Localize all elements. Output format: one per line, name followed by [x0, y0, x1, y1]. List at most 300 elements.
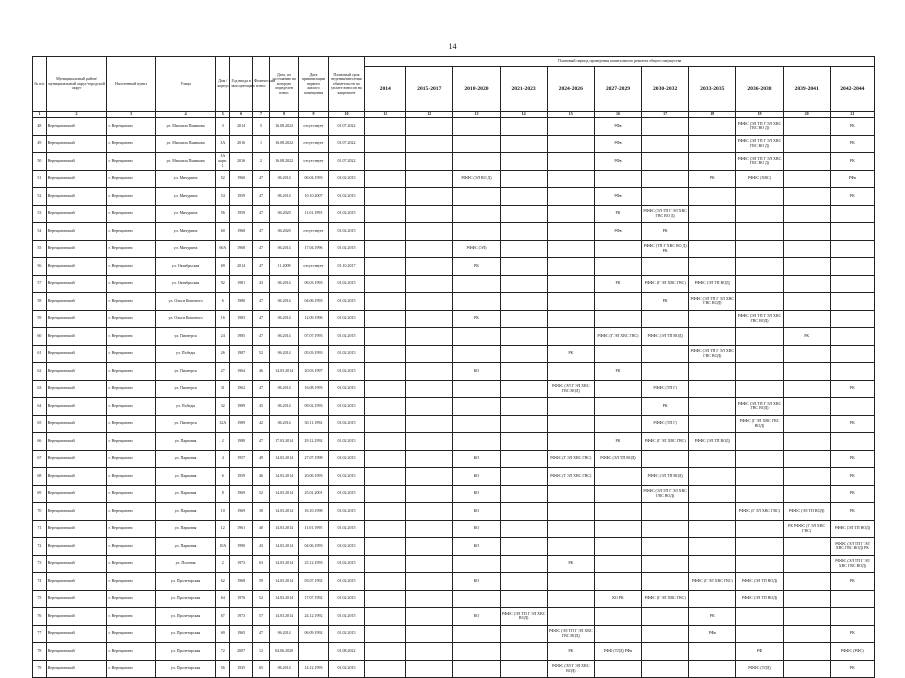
period-cell — [453, 398, 500, 416]
period-cell — [783, 205, 830, 223]
period-cell — [642, 363, 689, 381]
period-cell: РФФС (ЭЛ ТП Г ЭЛ ХВС ГВС ВОД) — [689, 345, 736, 363]
settlement-cell: г. Верещагино — [107, 275, 155, 293]
row-number: 71 — [33, 520, 47, 538]
period-cell — [406, 590, 453, 608]
street-cell: ул. Парковая — [155, 433, 216, 451]
period-cell — [406, 660, 453, 678]
inclusion-date-cell: 14.03.2014 — [269, 608, 298, 626]
period-cell — [365, 625, 406, 643]
period-cell — [365, 555, 406, 573]
column-number: 12 — [406, 112, 453, 118]
year-built-cell: 1959 — [230, 468, 253, 486]
municipality-cell: Верещагинский — [46, 503, 107, 521]
municipality-cell: Верещагинский — [46, 573, 107, 591]
period-cell — [547, 118, 594, 136]
period-cell — [547, 188, 594, 206]
year-built-cell: 1960 — [230, 170, 253, 188]
inclusion-date-cell: 17.03.2014 — [269, 433, 298, 451]
inclusion-date-cell: 14.03.2014 — [269, 590, 298, 608]
period-cell — [736, 433, 783, 451]
period-cell: КО — [453, 573, 500, 591]
period-cell — [594, 345, 641, 363]
inclusion-date-cell: 16.08.2022 — [269, 135, 298, 153]
municipality-cell: Верещагинский — [46, 135, 107, 153]
municipality-cell: Верещагинский — [46, 468, 107, 486]
period-cell: КО — [453, 608, 500, 626]
period-cell — [689, 328, 736, 346]
period-cell — [783, 643, 830, 661]
privatization-date-cell: 17.04.1996 — [299, 240, 328, 258]
street-cell: ул. Победы — [155, 345, 216, 363]
municipality-cell: Верещагинский — [46, 380, 107, 398]
period-cell — [365, 240, 406, 258]
planned-term-cell: 01.02.2015 — [328, 380, 365, 398]
year-built-cell: 2014 — [230, 258, 253, 276]
settlement-cell: г. Верещагино — [107, 590, 155, 608]
row-number: 75 — [33, 590, 47, 608]
period-cell — [547, 433, 594, 451]
row-number: 70 — [33, 503, 47, 521]
period-cell — [736, 223, 783, 241]
wear-cell: 47 — [253, 170, 270, 188]
period-cell: РФФС (ЭЛ ТП Г ЭЛ ХВС ГВС ВО Д) — [736, 118, 783, 136]
house-cell: 10 — [216, 503, 230, 521]
header-num: № п/п — [33, 57, 47, 112]
settlement-cell: г. Верещагино — [107, 555, 155, 573]
planned-term-cell: 01.02.2015 — [328, 555, 365, 573]
municipality-cell: Верещагинский — [46, 555, 107, 573]
header-period: 2036-2038 — [736, 67, 783, 112]
inclusion-date-cell: 06.2014 — [269, 398, 298, 416]
period-cell: РФв — [594, 223, 641, 241]
period-cell — [736, 328, 783, 346]
period-cell: РК — [783, 328, 830, 346]
column-number: 15 — [547, 112, 594, 118]
settlement-cell: г. Верещагино — [107, 135, 155, 153]
period-cell — [453, 188, 500, 206]
period-cell — [365, 450, 406, 468]
period-cell: РК — [453, 258, 500, 276]
period-cell — [500, 205, 547, 223]
table-row — [33, 520, 875, 538]
inclusion-date-cell: 06.2014 — [269, 380, 298, 398]
column-number: 1 — [33, 112, 47, 118]
period-cell — [406, 135, 453, 153]
period-cell — [453, 345, 500, 363]
period-cell — [689, 205, 736, 223]
period-cell: РФв — [594, 188, 641, 206]
period-cell — [830, 310, 874, 328]
year-built-cell: 1989 — [230, 398, 253, 416]
column-number: 17 — [642, 112, 689, 118]
period-cell — [500, 555, 547, 573]
period-cell — [689, 118, 736, 136]
period-cell: РФФС (ЭЛ ТП ВОД) — [689, 275, 736, 293]
period-cell — [830, 205, 874, 223]
period-cell — [500, 415, 547, 433]
year-built-cell: 1959 — [230, 205, 253, 223]
period-cell — [406, 188, 453, 206]
period-cell — [736, 380, 783, 398]
period-cell — [547, 135, 594, 153]
period-cell — [783, 573, 830, 591]
privatization-date-cell: 11.01.1995 — [299, 520, 328, 538]
header-period: 2033-2035 — [689, 67, 736, 112]
row-number: 64 — [33, 398, 47, 416]
year-built-cell: 1969 — [230, 485, 253, 503]
inclusion-date-cell: 16.08.2022 — [269, 153, 298, 171]
column-number: 21 — [830, 112, 874, 118]
street-cell: ул. Октябрьская — [155, 275, 216, 293]
period-cell: РФв — [594, 153, 641, 171]
period-cell — [547, 590, 594, 608]
inclusion-date-cell: 06.2014 — [269, 293, 298, 311]
table-row — [33, 135, 875, 153]
planned-term-cell: 01.02.2015 — [328, 188, 365, 206]
period-cell — [642, 170, 689, 188]
table-row — [33, 450, 875, 468]
period-cell — [365, 310, 406, 328]
table-row — [33, 608, 875, 626]
settlement-cell: г. Верещагино — [107, 205, 155, 223]
period-cell — [365, 275, 406, 293]
period-cell — [783, 660, 830, 678]
settlement-cell: г. Верещагино — [107, 538, 155, 556]
wear-cell: 12 — [253, 643, 270, 661]
period-cell: РФФС (РФС) — [830, 643, 874, 661]
period-cell — [500, 153, 547, 171]
period-cell: РК — [830, 415, 874, 433]
period-cell — [406, 363, 453, 381]
period-cell — [689, 398, 736, 416]
street-cell: ул. Михаила Пьянкова — [155, 153, 216, 171]
planned-term-cell: 01.02.2015 — [328, 573, 365, 591]
period-cell — [783, 310, 830, 328]
period-cell: РФФС (ЭЛ ТП ВОД) — [642, 328, 689, 346]
period-cell — [594, 660, 641, 678]
municipality-cell: Верещагинский — [46, 433, 107, 451]
period-cell — [642, 118, 689, 136]
period-cell — [783, 398, 830, 416]
wear-cell: 42 — [253, 415, 270, 433]
period-cell — [783, 240, 830, 258]
table-row — [33, 345, 875, 363]
table-row — [33, 433, 875, 451]
municipality-cell: Верещагинский — [46, 608, 107, 626]
period-cell — [365, 205, 406, 223]
period-cell — [365, 223, 406, 241]
period-cell — [500, 573, 547, 591]
row-number: 62 — [33, 363, 47, 381]
privatization-date-cell: 27.07.1998 — [299, 450, 328, 468]
period-cell: РК — [830, 153, 874, 171]
table-row — [33, 258, 875, 276]
period-cell: КО — [453, 520, 500, 538]
row-number: 48 — [33, 118, 47, 136]
planned-term-cell: 01.02.2015 — [328, 450, 365, 468]
period-cell — [500, 433, 547, 451]
street-cell: ул. Парковая — [155, 485, 216, 503]
house-cell: 56 — [216, 660, 230, 678]
planned-term-cell: 01.07.2022 — [328, 118, 365, 136]
settlement-cell: г. Верещагино — [107, 170, 155, 188]
period-cell — [500, 258, 547, 276]
period-cell — [783, 118, 830, 136]
column-number: 2 — [46, 112, 107, 118]
period-cell: РФФС (Г ЭЛ ХВС ГВС) — [642, 275, 689, 293]
period-cell: РК — [689, 608, 736, 626]
inclusion-date-cell: 06.2014 — [269, 310, 298, 328]
street-cell: ул. Михаила Пьянкова — [155, 118, 216, 136]
street-cell: ул. Парковая — [155, 450, 216, 468]
inclusion-date-cell: 06.2014 — [269, 625, 298, 643]
settlement-cell: г. Верещагино — [107, 450, 155, 468]
planned-term-cell: 01.02.2015 — [328, 398, 365, 416]
header-settlement: Населенный пункт — [107, 57, 155, 112]
period-cell: РК — [594, 363, 641, 381]
row-number: 72 — [33, 538, 47, 556]
street-cell: ул. Октябрьская — [155, 258, 216, 276]
column-number: 8 — [269, 112, 298, 118]
period-cell — [830, 258, 874, 276]
period-cell — [547, 293, 594, 311]
street-cell: ул. Ольги Кошевого — [155, 310, 216, 328]
period-cell — [365, 503, 406, 521]
year-built-cell: 1976 — [230, 590, 253, 608]
period-cell — [406, 485, 453, 503]
privatization-date-cell: 29.12.1992 — [299, 433, 328, 451]
settlement-cell: г. Верещагино — [107, 625, 155, 643]
period-cell: РФФС (Г ЭЛ ХВС ГВС) — [736, 503, 783, 521]
header-period: 2014 — [365, 67, 406, 112]
page-number: 14 — [448, 42, 457, 51]
period-cell — [689, 240, 736, 258]
period-cell: РФФС (Г ЭЛ ХВС ГВС) — [642, 433, 689, 451]
period-cell — [830, 345, 874, 363]
column-number: 10 — [328, 112, 365, 118]
wear-cell: 5 — [253, 118, 270, 136]
period-cell — [736, 485, 783, 503]
settlement-cell: г. Верещагино — [107, 310, 155, 328]
period-cell: РК — [689, 170, 736, 188]
house-cell: 92 — [216, 275, 230, 293]
municipality-cell: Верещагинский — [46, 153, 107, 171]
period-cell: РФФС (ЭЛ ТП Г ЭЛ ХВС ГВС ВОД) — [689, 293, 736, 311]
table-row — [33, 625, 875, 643]
period-cell — [365, 380, 406, 398]
privatization-date-cell: 06.04.1993 — [299, 170, 328, 188]
header-year-built: Год ввода в эксплуатацию — [230, 57, 253, 112]
period-cell — [642, 538, 689, 556]
table-row — [33, 293, 875, 311]
period-cell — [500, 503, 547, 521]
period-cell: РФФС (ЭЛ ТП ВОД) — [689, 433, 736, 451]
wear-cell: 49 — [253, 450, 270, 468]
period-cell — [594, 485, 641, 503]
privatization-date-cell: 07.07.1993 — [299, 328, 328, 346]
table-row — [33, 223, 875, 241]
header-period: 2030-2032 — [642, 67, 689, 112]
period-cell — [689, 590, 736, 608]
period-cell — [547, 258, 594, 276]
privatization-date-cell: 04.06.1993 — [299, 293, 328, 311]
period-cell: КО — [453, 538, 500, 556]
period-cell: КО — [453, 450, 500, 468]
period-cell — [642, 135, 689, 153]
period-cell — [783, 625, 830, 643]
period-cell — [406, 450, 453, 468]
period-cell — [642, 608, 689, 626]
wear-cell: 47 — [253, 328, 270, 346]
column-number: 19 — [736, 112, 783, 118]
header-house: Дом / корпус — [216, 57, 230, 112]
period-cell: РФФС (ЭЛ ТП Г ЭЛ ХВС ВОД) — [500, 608, 547, 626]
period-cell — [500, 485, 547, 503]
period-cell — [500, 398, 547, 416]
house-cell: 27 — [216, 363, 230, 381]
column-number: 6 — [230, 112, 253, 118]
period-cell — [783, 450, 830, 468]
period-cell: РФФС (ТП Г) — [642, 380, 689, 398]
house-cell: 60 — [216, 223, 230, 241]
period-cell — [453, 555, 500, 573]
wear-cell: 47 — [253, 240, 270, 258]
period-cell: РФФС (Г ЭЛ ХВС ГВС) — [689, 573, 736, 591]
street-cell: ул. Мичурина — [155, 223, 216, 241]
header-period: 2027-2029 — [594, 67, 641, 112]
settlement-cell: г. Верещагино — [107, 503, 155, 521]
period-cell — [594, 468, 641, 486]
period-cell — [500, 468, 547, 486]
period-cell — [736, 520, 783, 538]
header-inclusion-date: Дата, по состоянию на которую определен износ — [269, 57, 298, 112]
house-cell: 6 — [216, 468, 230, 486]
period-cell: РФв — [830, 170, 874, 188]
municipality-cell: Верещагинский — [46, 643, 107, 661]
period-cell — [500, 380, 547, 398]
period-cell — [642, 258, 689, 276]
period-cell — [594, 170, 641, 188]
inclusion-date-cell: 14.03.2014 — [269, 363, 298, 381]
wear-cell: 47 — [253, 625, 270, 643]
year-built-cell: 1981 — [230, 275, 253, 293]
privatization-date-cell — [299, 643, 328, 661]
period-cell — [689, 555, 736, 573]
house-cell: 3А корп. 1 — [216, 153, 230, 171]
planned-term-cell: 01.02.2015 — [328, 363, 365, 381]
row-number: 67 — [33, 450, 47, 468]
house-cell: 12 — [216, 520, 230, 538]
street-cell: ул. Мичурина — [155, 240, 216, 258]
year-built-cell: 1935 — [230, 660, 253, 678]
period-cell — [594, 625, 641, 643]
table-row — [33, 380, 875, 398]
planned-term-cell: 01.02.2015 — [328, 590, 365, 608]
period-cell — [453, 223, 500, 241]
row-number: 65 — [33, 415, 47, 433]
wear-cell: 47 — [253, 258, 270, 276]
period-cell — [453, 380, 500, 398]
privatization-date-cell: 20.03.1997 — [299, 363, 328, 381]
table-row — [33, 205, 875, 223]
period-cell — [453, 625, 500, 643]
municipality-cell: Верещагинский — [46, 485, 107, 503]
planned-term-cell: 01.02.2015 — [328, 345, 365, 363]
privatization-date-cell: 16.10.1998 — [299, 503, 328, 521]
header-planned-term: Плановый срок ведения/внесения обязательств по уплате взносов на капремонт — [328, 57, 365, 112]
period-cell: КО — [453, 485, 500, 503]
wear-cell: 46 — [253, 468, 270, 486]
period-cell — [783, 345, 830, 363]
street-cell: ул. Пролетарская — [155, 643, 216, 661]
wear-cell: 45 — [253, 398, 270, 416]
period-cell — [594, 380, 641, 398]
table-row — [33, 363, 875, 381]
house-cell: 56 — [216, 205, 230, 223]
table-row — [33, 538, 875, 556]
period-cell — [642, 503, 689, 521]
period-cell — [453, 293, 500, 311]
column-number: 9 — [299, 112, 328, 118]
period-cell — [500, 625, 547, 643]
privatization-date-cell: отсутствует — [299, 118, 328, 136]
period-cell — [783, 415, 830, 433]
capital-repair-register-table — [32, 56, 875, 678]
period-cell: РК — [830, 625, 874, 643]
period-cell — [689, 310, 736, 328]
year-built-cell: 1989 — [230, 415, 253, 433]
period-cell — [453, 135, 500, 153]
inclusion-date-cell: 14.03.2014 — [269, 573, 298, 591]
house-cell: 10А — [216, 538, 230, 556]
street-cell: ул. Парковая — [155, 520, 216, 538]
period-cell: РФФС (ЭЛ ТП ВОД) — [736, 590, 783, 608]
period-cell — [406, 275, 453, 293]
column-number: 7 — [253, 112, 270, 118]
year-built-cell: 2016 — [230, 153, 253, 171]
privatization-date-cell: 30.11.1992 — [299, 415, 328, 433]
wear-cell: 47 — [253, 293, 270, 311]
house-cell: 72 — [216, 643, 230, 661]
row-number: 78 — [33, 643, 47, 661]
period-cell — [453, 643, 500, 661]
street-cell: ул. Парковая — [155, 468, 216, 486]
period-cell: РФФС (ЭЛ ТП ВОД) — [736, 573, 783, 591]
period-cell — [547, 415, 594, 433]
period-cell: КО — [453, 468, 500, 486]
privatization-date-cell: 04.06.1993 — [299, 538, 328, 556]
period-cell — [830, 240, 874, 258]
municipality-cell: Верещагинский — [46, 660, 107, 678]
wear-cell: 47 — [253, 223, 270, 241]
planned-term-cell: 01.02.2015 — [328, 328, 365, 346]
year-built-cell: 1973 — [230, 608, 253, 626]
period-cell — [689, 503, 736, 521]
period-cell: РФФС (ЭЛ) — [453, 240, 500, 258]
period-cell: РФФС (ХВС) — [736, 170, 783, 188]
period-cell — [365, 433, 406, 451]
period-cell — [783, 275, 830, 293]
settlement-cell: г. Верещагино — [107, 345, 155, 363]
period-cell: РФФ (ТЛД) РФв — [594, 643, 641, 661]
period-cell: РФФС (ЭЛ ТП Г ЭЛ ХВС ГВС ВО Д) — [736, 153, 783, 171]
row-number: 50 — [33, 153, 47, 171]
house-cell: 64 — [216, 590, 230, 608]
period-cell: РФв — [594, 135, 641, 153]
house-cell: 62 — [216, 573, 230, 591]
inclusion-date-cell: 14.03.2014 — [269, 520, 298, 538]
